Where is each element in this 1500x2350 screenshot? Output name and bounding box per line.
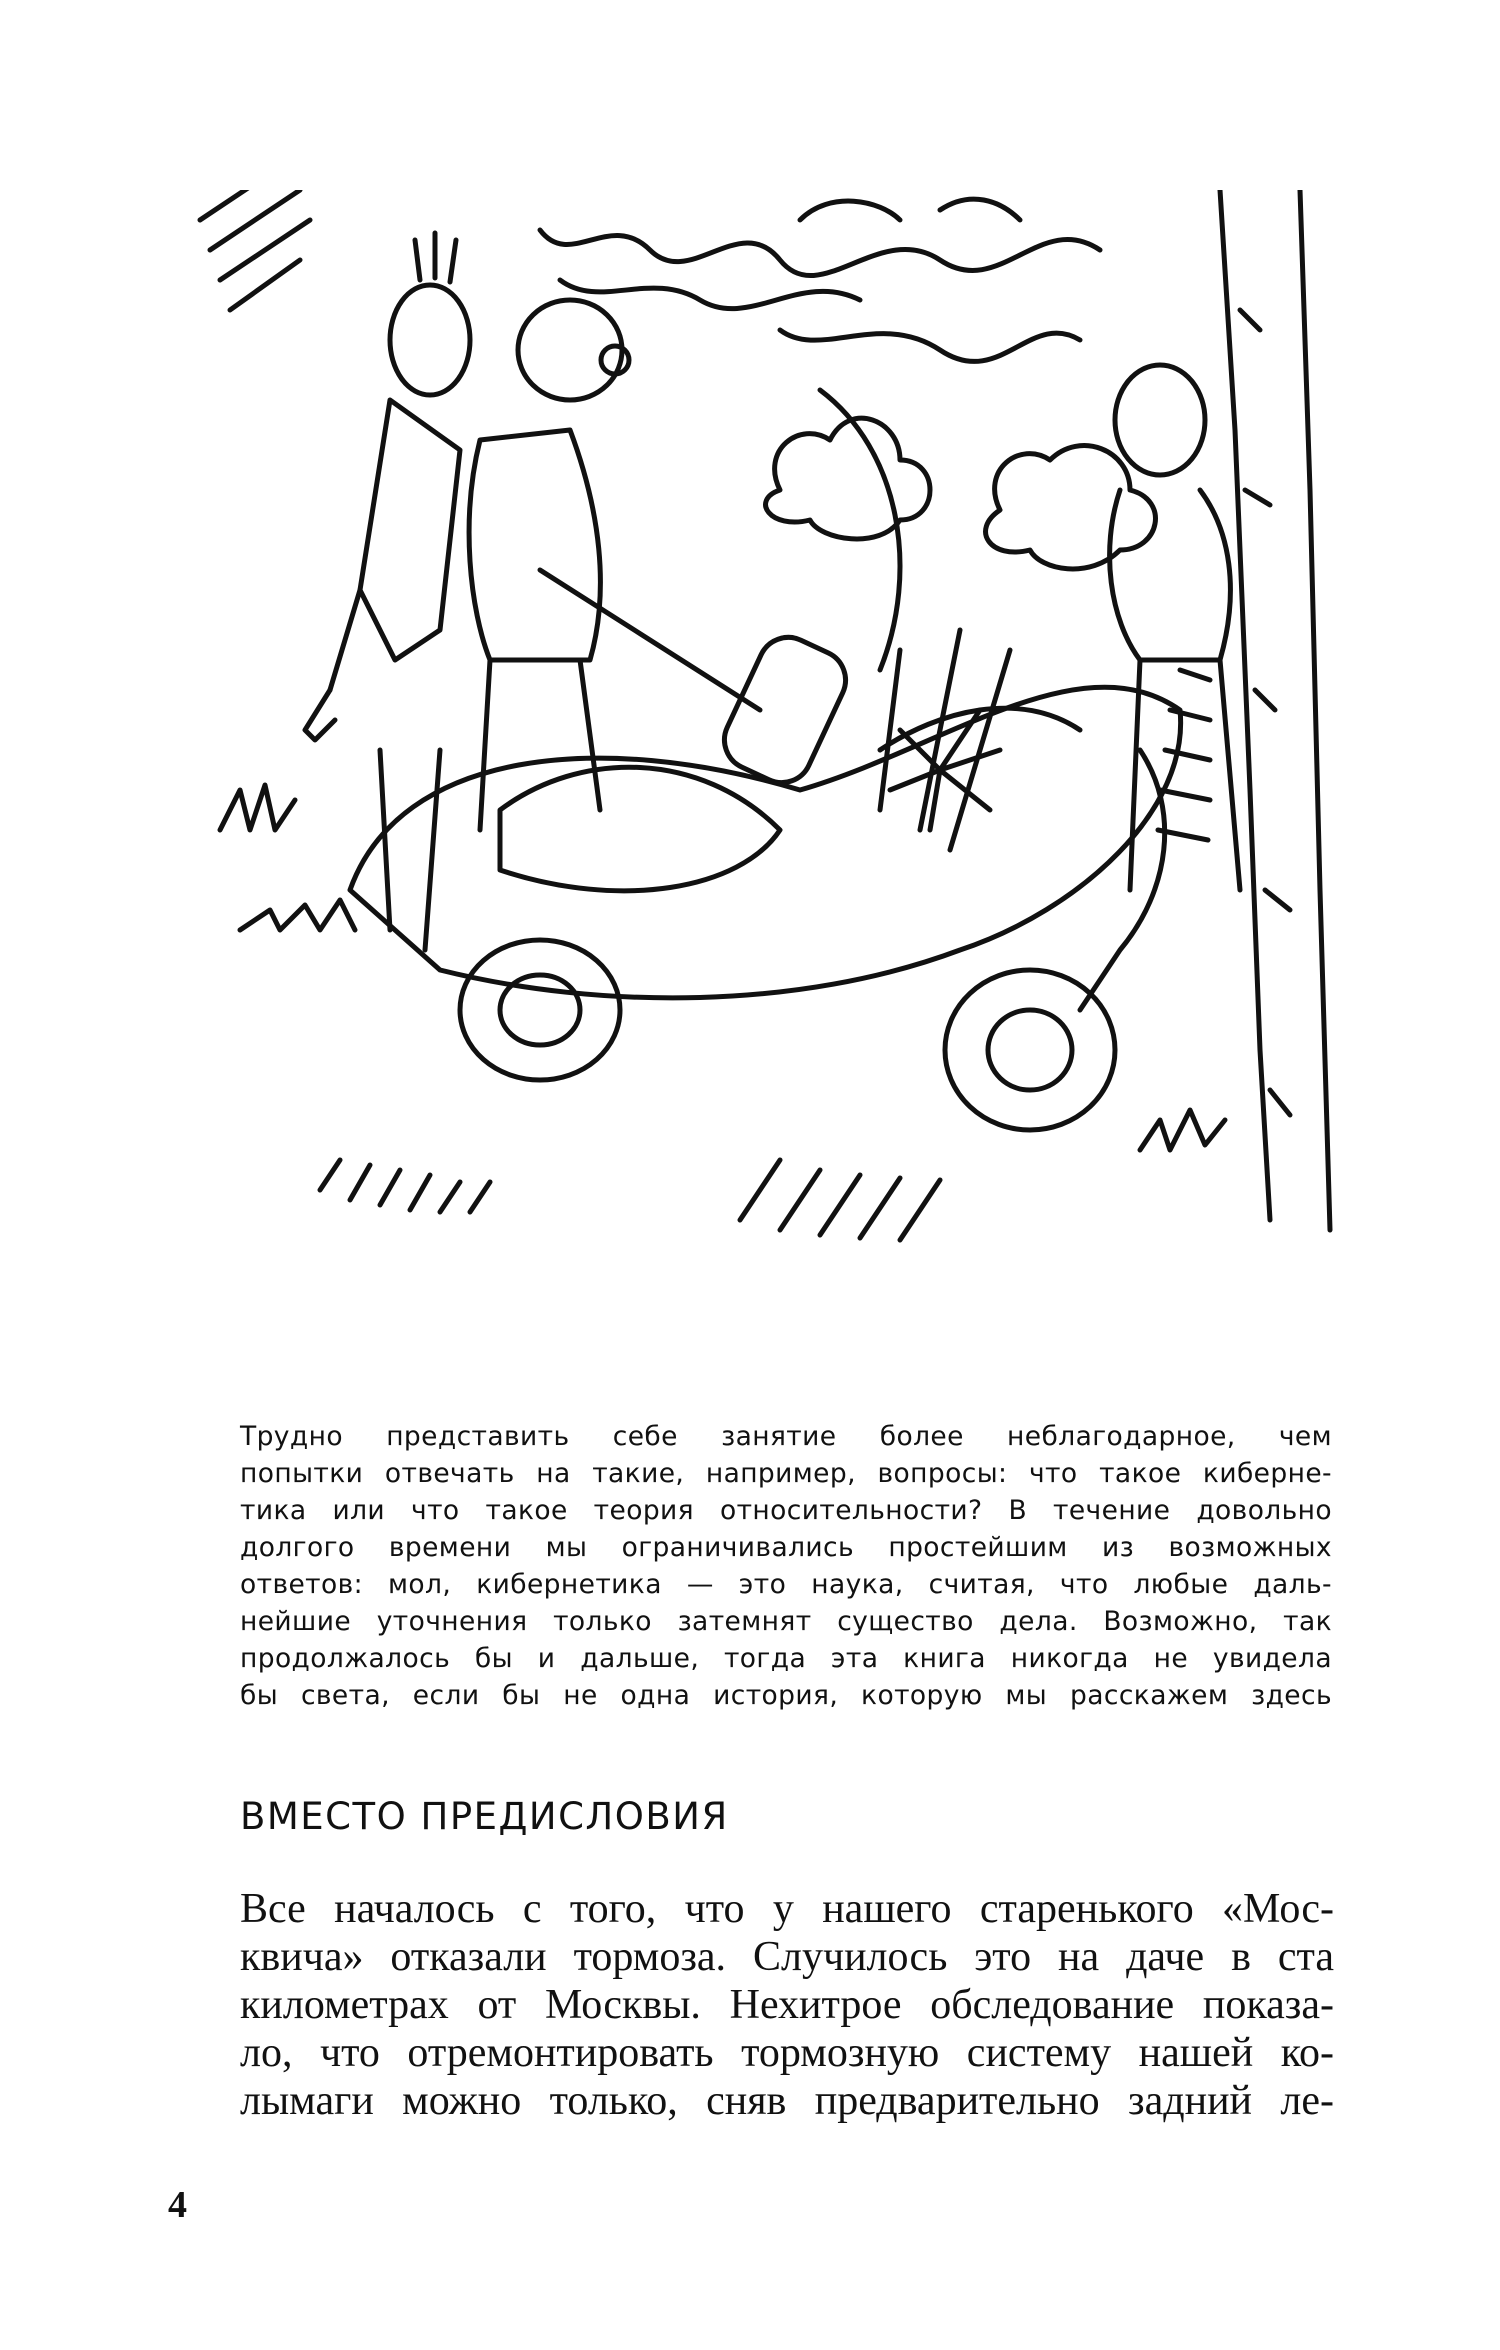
intro-line: попытки отвечать на такие, например, вопросы: что такое киберне-	[240, 1458, 1332, 1489]
intro-line: долгого времени мы ограничивались простейшим из возможных	[240, 1532, 1332, 1563]
intro-line: нейшие уточнения только затемнят существо дела. Возможно, так	[240, 1606, 1332, 1637]
body-line: квича» отказали тормоза. Случилось это на даче в ста	[240, 1934, 1334, 1980]
body-line: лымаги можно только, сняв предварительно задний ле-	[240, 2078, 1334, 2124]
intro-line: продолжалось бы и дальше, тогда эта книга никогда не увидела	[240, 1643, 1332, 1674]
section-heading: ВМЕСТО ПРЕДИСЛОВИЯ	[240, 1795, 729, 1838]
body-paragraph	[240, 1885, 1334, 2125]
body-line: Все началось с того, что у нашего старенького «Мос-	[240, 1886, 1334, 1932]
intro-line: ответов: мол, кибернетика — это наука, считая, что любые даль-	[240, 1569, 1332, 1600]
intro-paragraph	[240, 1418, 1332, 1714]
body-line: километрах от Москвы. Нехитрое обследование показа-	[240, 1982, 1334, 2028]
intro-line: бы света, если бы не одна история, которую мы расскажем здесь	[240, 1680, 1332, 1711]
page-number: 4	[168, 2184, 187, 2226]
body-line: ло, что отремонтировать тормозную систему нашей ко-	[240, 2030, 1334, 2076]
intro-line: тика или что такое теория относительности? В течение довольно	[240, 1495, 1332, 1526]
cartoon-car-smash-illustration-icon	[180, 190, 1340, 1250]
intro-line: Трудно представить себе занятие более неблагодарное, чем	[240, 1421, 1332, 1452]
car-smash-illustration	[180, 190, 1340, 1250]
